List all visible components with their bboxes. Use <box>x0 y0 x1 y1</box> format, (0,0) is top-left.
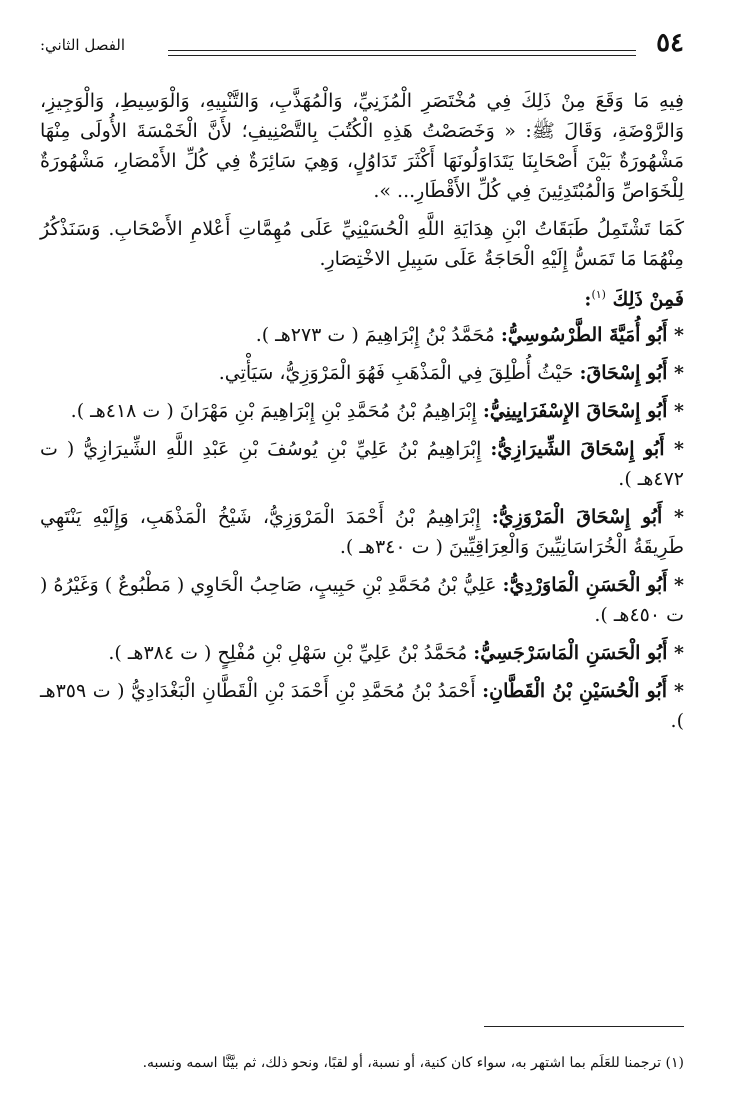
header-rule-thin <box>168 55 636 56</box>
entry <box>40 502 684 562</box>
entry-text: مُحَمَّدُ بْنُ عَلِيِّ بْنِ سَهْلِ بْنِ مُفْلِحٍ ( ت ٣٨٤هـ ). <box>108 642 474 665</box>
entry <box>40 358 684 388</box>
lead-text: فَمِنْ ذَلِكَ <box>612 288 684 311</box>
entry-name: * أَبُو الْحُسَيْنِ بْنُ الْقَطَّانِ: <box>482 680 684 703</box>
entry-text: مُحَمَّدُ بْنُ إِبْرَاهِيمَ ( ت ٢٧٣هـ ). <box>255 324 501 347</box>
entry-name: * أَبُو أُمَيَّةَ الطَّرْسُوسِيُّ: <box>500 324 684 347</box>
entry <box>40 570 684 630</box>
entry <box>40 434 684 494</box>
entry-text: إِبْرَاهِيمُ بْنُ أَحْمَدَ الْمَرْوَزِيُّ، شَيْخُ الْمَذْهَبِ، وَإِلَيْهِ يَنْتَهِي طَرِيقَةُ الْخُرَاسَانِيِّينَ وَالْعِرَاقِيِّينَ ( ت ٣٤٠هـ ). <box>40 506 684 559</box>
list-lead <box>40 280 684 314</box>
entry-text: عَلِيُّ بْنُ مُحَمَّدِ بْنِ حَبِيبٍ، صَاحِبُ الْحَاوِي ( مَطْبُوعٌ ) وَغَيْرُهُ ( ت ٤٥٠هـ ). <box>40 574 684 627</box>
entry <box>40 676 684 736</box>
chapter-title: الفصل الثاني: <box>40 36 126 54</box>
entry-text: أَحْمَدُ بْنُ مُحَمَّدِ بْنِ أَحْمَدَ بْنِ الْقَطَّانِ الْبَغْدَادِيُّ ( ت ٣٥٩هـ ). <box>40 680 684 733</box>
entry <box>40 396 684 426</box>
entry <box>40 320 684 350</box>
entry-name: * أَبُو إِسْحَاقَ الإِسْفَرَايِينِيُّ: <box>482 400 684 423</box>
intro-paragraph: فِيهِ مَا وَقَعَ مِنْ ذَلِكَ فِي مُخْتَصَرِ الْمُزَنِيِّ، وَالْمُهَذَّبِ، وَالتَّنْبِيهِ، وَالْوَسِيطِ، وَالْوَجِيزِ، وَالرَّوْضَةِ، وَقَالَ ﷺ: « وَخَصَصْتُ هَذِهِ الْكُتُبَ بِالتَّصْنِيفِ؛ لأَنَّ الْخَمْسَةَ الأُولَى مِنْهَا مَشْهُورَةٌ بَيْنَ أَصْحَابِنَا يَتَدَاوَلُونَهَا أَكْثَرَ تَدَاوُلٍ، وَهِيَ سَائِرَةٌ فِي كُلِّ الأَمْصَارِ، مَشْهُورَةٌ لِلْخَوَاصِّ وَالْمُبْتَدِئِينَ فِي كُلِّ الأَقْطَارِ... ». <box>40 90 684 202</box>
footnote-ref: (١) <box>591 288 606 301</box>
entry-text: إِبْرَاهِيمُ بْنُ مُحَمَّدِ بْنِ إِبْرَاهِيمَ بْنِ مَهْرَانَ ( ت ٤١٨هـ ). <box>70 400 483 423</box>
entry <box>40 638 684 668</box>
entry-name: * أَبُو إِسْحَاقَ: <box>579 362 684 385</box>
entry-text: حَيْثُ أُطْلِقَ فِي الْمَذْهَبِ فَهُوَ الْمَرْوَزِيُّ، سَيَأْتِي. <box>218 362 580 385</box>
page-number: ٥٤ <box>656 28 684 58</box>
intro-paragraph-2: كَمَا تَشْتَمِلُ طَبَقَاتُ ابْنِ هِدَايَةِ اللَّهِ الْحُسَيْنِيِّ عَلَى مُهِمَّاتِ أَعْلامِ الأَصْحَابِ. وَسَنَذْكُرُ مِنْهُمَا مَا تَمَسُّ إِلَيْهِ الْحَاجَةُ عَلَى سَبِيلِ الاخْتِصَارِ. <box>40 218 684 270</box>
entry-name: * أَبُو الْحَسَنِ الْمَاوَرْدِيُّ: <box>502 574 684 597</box>
entry-name: * أَبُو إِسْحَاقَ الشِّيرَازِيُّ: <box>490 438 684 461</box>
entry-name: * أَبُو الْحَسَنِ الْمَاسَرْجَسِيُّ: <box>473 642 684 665</box>
footnote: (١) ترجمنا للعَلَم بما اشتهر به، سواء كان كنية، أو نسبة، أو لقبًا، ونحو ذلك، ثم بيَّنَّا اسمه ونسبه. <box>142 1055 684 1071</box>
header-rule <box>168 50 636 51</box>
page-body <box>40 86 684 744</box>
entry-text: إِبْرَاهِيمُ بْنُ عَلِيِّ بْنِ يُوسُفَ بْنِ عَبْدِ اللَّهِ الشِّيرَازِيُّ ( ت ٤٧٢هـ ). <box>40 438 684 491</box>
entry-name: * أَبُو إِسْحَاقَ الْمَرْوَزِيُّ: <box>491 506 684 529</box>
lead-colon: : <box>584 288 592 311</box>
footnote-separator <box>484 1026 684 1027</box>
page-header <box>40 28 684 72</box>
